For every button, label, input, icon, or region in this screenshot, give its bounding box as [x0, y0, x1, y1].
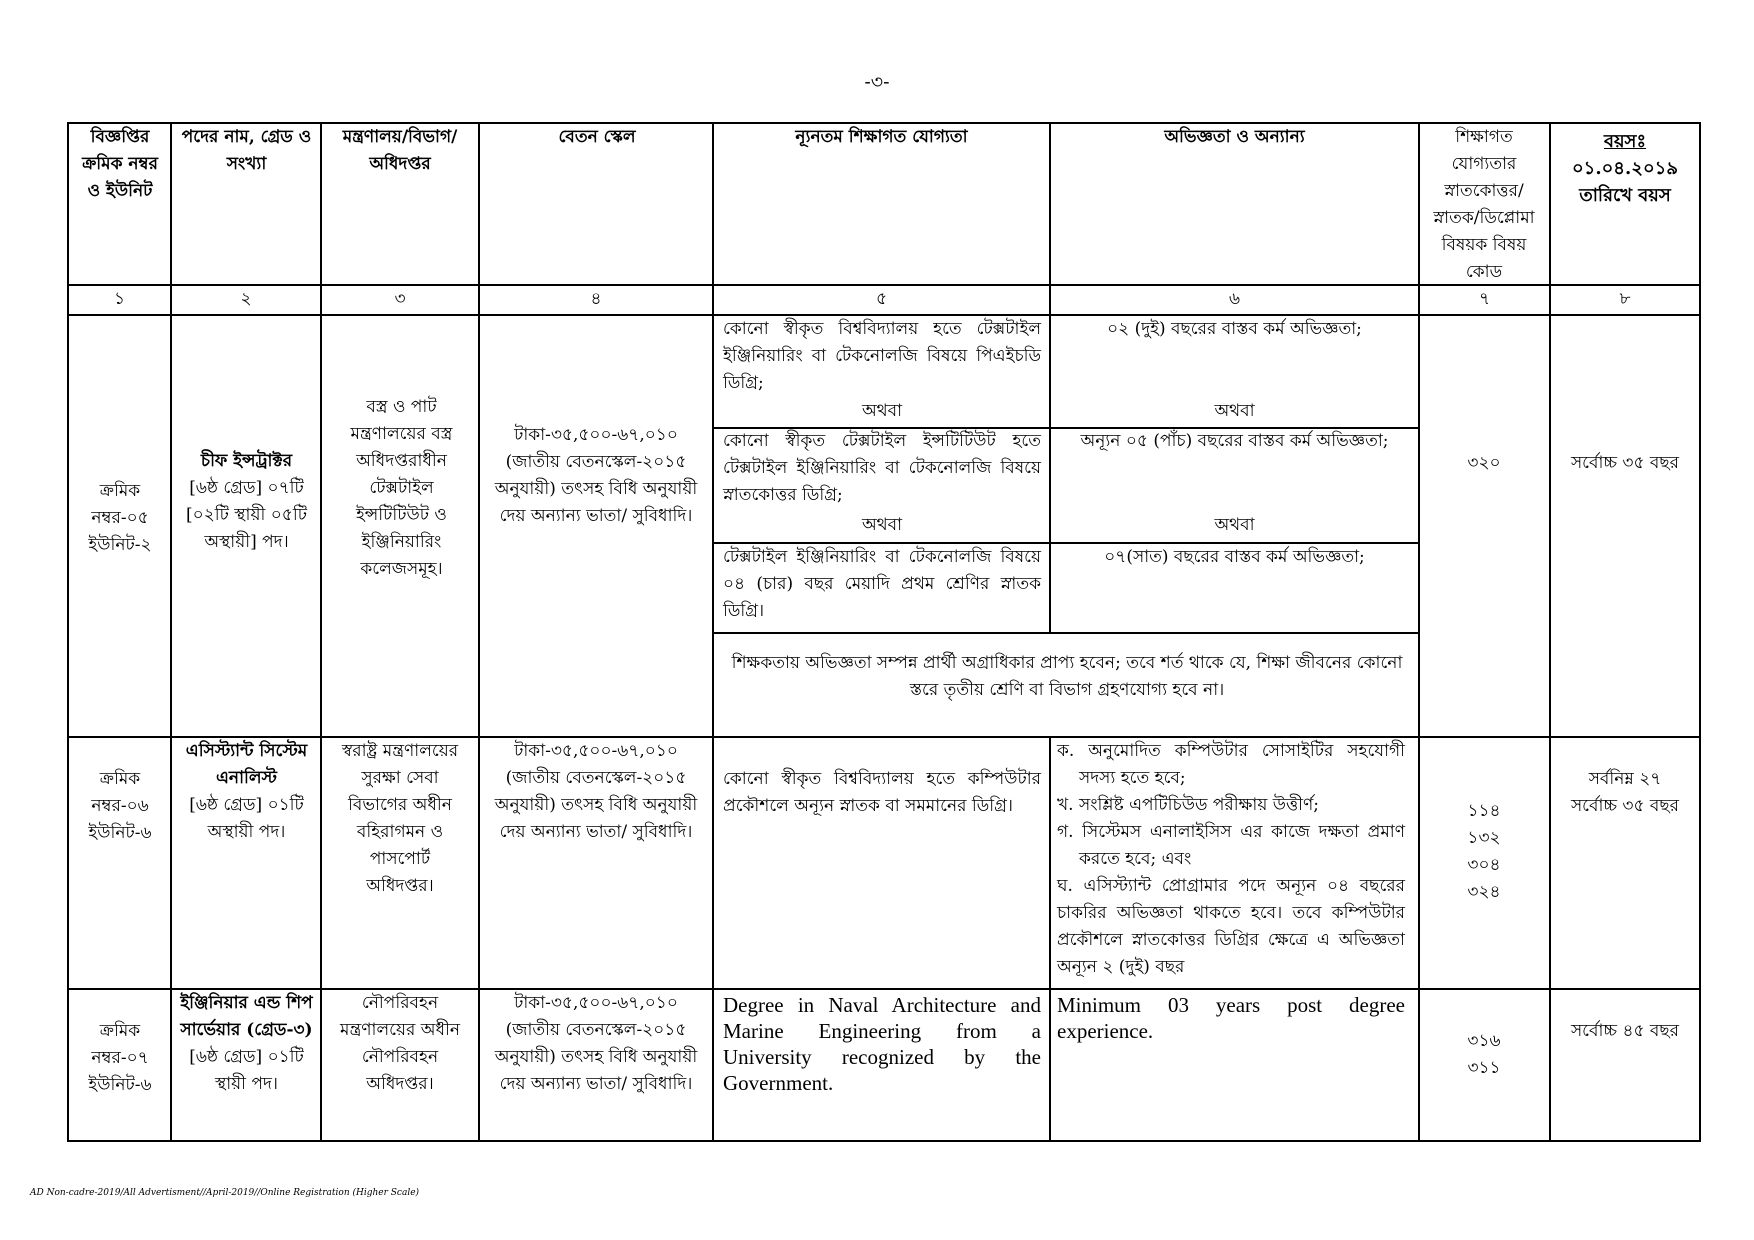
row1-exp-or-2: অথবা: [1214, 515, 1255, 535]
row3-subject-code: ৩১১: [1467, 1058, 1501, 1078]
row1-sub-divider-3: [712, 632, 1418, 634]
row1-exp-or-1: অথবা: [1214, 401, 1255, 421]
row3-serial: ক্রমিক নম্বর-০৭ ইউনিট-৬: [88, 1021, 152, 1095]
recruitment-table: [67, 122, 1701, 1142]
col-number: ৪: [590, 289, 602, 309]
row2-subject-code: ৩২৪: [1467, 882, 1501, 902]
row1-post-title: চীফ ইন্সট্রাক্টর: [200, 451, 293, 471]
col-number: ১: [113, 289, 126, 309]
row3-pay-scale: টাকা-৩৫,৫০০-৬৭,০১০ (জাতীয় বেতনস্কেল-২০১৫ অনুযায়ী) তৎসহ বিধি অনুযায়ী দেয় অন্যান্য ভাতা/ সুবিধাদি।: [494, 993, 698, 1094]
row1-exp-option-2: অন্যূন ০৫ (পাঁচ) বছরের বাস্তব কর্ম অভিজ্ঞতা;: [1080, 431, 1389, 451]
header-age-title: বয়সঃ: [1603, 131, 1647, 152]
col-line-1: [170, 122, 172, 1142]
row1-edu-option-3: টেক্সটাইল ইঞ্জিনিয়ারিং বা টেকনোলজি বিষয়ে ০৪ (চার) বছর মেয়াদি প্রথম শ্রেণির স্নাতক ডিগ্রি।: [723, 547, 1041, 621]
row2-subject-code: ১১৪: [1467, 801, 1501, 821]
col-number: ৫: [875, 289, 888, 309]
row2-serial: ক্রমিক নম্বর-০৬ ইউনিট-৬: [88, 769, 152, 843]
row1-edu-option-2: কোনো স্বীকৃত টেক্সটাইল ইন্সটিটিউট হতে টেক্সটাইল ইঞ্জিনিয়ারিং বা টেকনোলজি বিষয়ে স্নাতকোত্তর ডিগ্রি;: [723, 431, 1041, 505]
header-post: পদের নাম, গ্রেড ও সংখ্যা: [181, 127, 312, 174]
row2-post-details: [৬ষ্ঠ গ্রেড] ০১টি অস্থায়ী পদ।: [189, 795, 304, 842]
row2-subject-code: ৩০৪: [1467, 855, 1501, 875]
row3-ministry: নৌপরিবহন মন্ত্রণালয়ের অধীন নৌপরিবহন অধিদপ্তর।: [340, 993, 460, 1094]
row1-note: শিক্ষকতায় অভিজ্ঞতা সম্পন্ন প্রার্থী অগ্রাধিকার প্রাপ্য হবেন; তবে শর্ত থাকে যে, শিক্ষা জীবনের কোনো স্তরে তৃতীয় শ্রেণি বা বিভাগ গ্রহণযোগ্য হবে না।: [731, 653, 1403, 700]
col-line-7: [1549, 122, 1551, 1142]
table-border-bottom: [67, 1140, 1701, 1142]
header-pay-scale: বেতন স্কেল: [558, 127, 636, 147]
row2-exp-item-d: ঘ. এসিস্ট্যান্ট প্রোগ্রামার পদে অন্যূন ০৪ বছরের চাকরির অভিজ্ঞতা থাকতে হবে। তবে কম্পিউটার প্রকৌশলে স্নাতকোত্তর ডিগ্রির ক্ষেত্রে এ অভিজ্ঞতা অন্যূন ২ (দুই) বছর: [1057, 876, 1405, 977]
row2-age: [1555, 766, 1695, 820]
row2-pay-scale: টাকা-৩৫,৫০০-৬৭,০১০ (জাতীয় বেতনস্কেল-২০১৫ অনুযায়ী) তৎসহ বিধি অনুযায়ী দেয় অন্যান্য ভাতা/ সুবিধাদি।: [494, 741, 698, 842]
row2-post-title: এসিস্ট্যান্ট সিস্টেম এনালিস্ট: [185, 741, 308, 788]
row1-subject-code: ৩২০: [1467, 453, 1501, 473]
row2-subject-codes: [1424, 798, 1544, 906]
page-number: -৩-: [864, 71, 890, 93]
col-line-8: [1699, 122, 1701, 1142]
row2-age-max: সর্বোচ্চ ৩৫ বছর: [1570, 796, 1680, 816]
row3-post-title: ইঞ্জিনিয়ার এন্ড শিপ সার্ভেয়ার (গ্রেড-৩): [180, 993, 313, 1040]
col-line-6: [1418, 122, 1420, 1142]
header-experience: অভিজ্ঞতা ও অন্যান্য: [1164, 127, 1305, 147]
row2-subject-code: ১৩২: [1467, 828, 1501, 848]
row1-exp-option-3: ০৭(সাত) বছরের বাস্তব কর্ম অভিজ্ঞতা;: [1104, 547, 1365, 567]
col-number: ৭: [1478, 289, 1491, 309]
row2-age-min: সর্বনিম্ন ২৭: [1588, 769, 1662, 789]
row3-subject-code: ৩১৬: [1467, 1031, 1501, 1051]
col-number: ৮: [1619, 289, 1631, 309]
row1-exp-option-1: ০২ (দুই) বছরের বাস্তব কর্ম অভিজ্ঞতা;: [1107, 319, 1362, 339]
row1-serial: ক্রমিক নম্বর-০৫ ইউনিট-২: [88, 481, 152, 555]
col-number: ৬: [1228, 289, 1241, 309]
col-line-5-top: [1049, 122, 1051, 632]
header-serial: বিজ্ঞপ্তির ক্রমিক নম্বর ও ইউনিট: [82, 127, 158, 201]
row2-ministry: স্বরাষ্ট্র মন্ত্রণালয়ের সুরক্ষা সেবা বিভাগের অধীন বহিরাগমন ও পাসপোর্ট অধিদপ্তর।: [341, 741, 459, 896]
header-ministry: মন্ত্রণালয়/বিভাগ/ অধিদপ্তর: [342, 127, 458, 174]
col-line-5-bottom: [1049, 736, 1051, 1142]
col-line-0: [67, 122, 69, 1142]
row1-edu-or-2: অথবা: [861, 515, 903, 535]
row1-edu-or-1: অথবা: [861, 401, 903, 421]
row1-age: সর্বোচ্চ ৩৫ বছর: [1570, 453, 1680, 473]
row2-exp-item-a: ক. অনুমোদিত কম্পিউটার সোসাইটির সহযোগী সদস্য হতে হবে;: [1057, 741, 1405, 788]
row2-education: কোনো স্বীকৃত বিশ্ববিদ্যালয় হতে কম্পিউটার প্রকৌশলে অন্যূন স্নাতক বা সমমানের ডিগ্রি।: [723, 769, 1041, 816]
col-line-2: [320, 122, 322, 1142]
col-line-4: [712, 122, 714, 1142]
header-age-date: ০১.০৪.২০১৯ তারিখে বয়স: [1571, 158, 1679, 206]
row3-subject-codes: [1424, 1028, 1544, 1082]
row3-post: [179, 990, 314, 1098]
col-line-3: [478, 122, 480, 1142]
row2-exp-item-b: খ. সংশ্লিষ্ট এপটিচিউড পরীক্ষায় উত্তীর্ণ;: [1057, 795, 1320, 815]
row3-age: সর্বোচ্চ ৪৫ বছর: [1570, 1021, 1680, 1041]
row2-post: [179, 738, 314, 846]
row1-ministry: বস্ত্র ও পাট মন্ত্রণালয়ের বস্ত্র অধিদপ্তরাধীন টেক্সটাইল ইন্সটিটিউট ও ইঞ্জিনিয়ারিং কলেজসমূহ।: [350, 397, 453, 579]
row1-post-details: [৬ষ্ঠ গ্রেড] ০৭টি [০২টি স্থায়ী ০৫টি অস্থায়ী] পদ।: [186, 478, 307, 552]
row1-post: [179, 448, 314, 556]
row3-experience: Minimum 03 years post degree experience.: [1057, 993, 1405, 1043]
header-subject-code: শিক্ষাগত যোগ্যতার স্নাতকোত্তর/ স্নাতক/ডিপ্লোমা বিষয়ক বিষয় কোড: [1433, 127, 1535, 282]
header-age: [1555, 128, 1695, 209]
row2-exp-item-c: গ. সিস্টেমস এনালাইসিস এর কাজে দক্ষতা প্রমাণ করতে হবে; এবং: [1057, 822, 1405, 869]
row3-post-details: [৬ষ্ঠ গ্রেড] ০১টি স্থায়ী পদ।: [189, 1047, 304, 1094]
row1-edu-option-1: কোনো স্বীকৃত বিশ্ববিদ্যালয় হতে টেক্সটাইল ইঞ্জিনিয়ারিং বা টেকনোলজি বিষয়ে পিএইচডি ডিগ্রি;: [723, 319, 1041, 393]
row1-pay-scale: টাকা-৩৫,৫০০-৬৭,০১০ (জাতীয় বেতনস্কেল-২০১৫ অনুযায়ী) তৎসহ বিধি অনুযায়ী দেয় অন্যান্য ভাতা/ সুবিধাদি।: [494, 425, 698, 526]
row3-education: Degree in Naval Architecture and Marine Engineering from a University recognized by the Government.: [723, 993, 1041, 1095]
col-number: ৩: [394, 289, 406, 309]
footer-reference: AD Non-cadre-2019/All Advertisment//April-2019//Online Registration (Higher Scale): [30, 1188, 420, 1198]
header-education: ন্যূনতম শিক্ষাগত যোগ্যতা: [795, 127, 968, 147]
col-number: ২: [240, 289, 252, 309]
